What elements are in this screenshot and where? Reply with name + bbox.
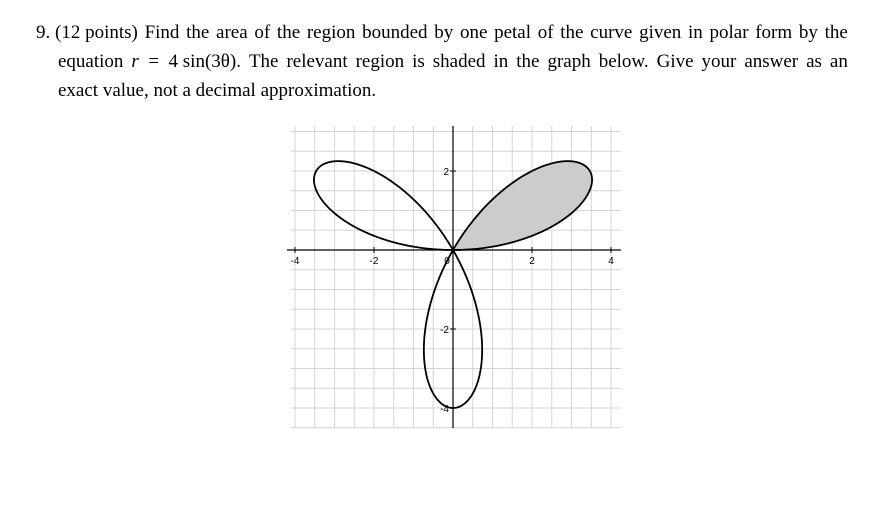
line2-word: in xyxy=(493,51,509,72)
line1-word: given xyxy=(639,22,682,43)
line2-word: is xyxy=(412,51,425,72)
equation-rhs: 4 sin(3θ). xyxy=(168,51,241,72)
polar-graph-svg xyxy=(283,123,625,433)
problem-line-2 xyxy=(36,47,848,76)
line1-word: the xyxy=(186,22,210,43)
line1-word: curve xyxy=(590,22,633,43)
problem-number-and-points xyxy=(36,18,138,47)
line2-word: as xyxy=(806,51,822,72)
equation-variable: r xyxy=(131,51,139,72)
line1-word: the xyxy=(824,22,848,43)
y-tick-label: 2 xyxy=(443,167,449,178)
line1-word: Find xyxy=(144,22,180,43)
line1-word: one xyxy=(459,22,488,43)
line1-word: bounded xyxy=(362,22,428,43)
line2-word: the xyxy=(516,51,540,72)
equation xyxy=(131,47,241,76)
line1-word: by xyxy=(798,22,818,43)
line2-word: answer xyxy=(744,51,799,72)
line2-lead: equation xyxy=(58,51,124,72)
line1-word: of xyxy=(537,22,554,43)
line1-word: the xyxy=(560,22,584,43)
line2-word: below. xyxy=(598,51,649,72)
x-tick-label: 4 xyxy=(608,256,614,267)
problem-text xyxy=(36,18,852,105)
line2-word: Give xyxy=(656,51,694,72)
line2-word: relevant xyxy=(286,51,348,72)
line2-word: your xyxy=(701,51,737,72)
line1-word: the xyxy=(276,22,301,43)
line1-word: polar xyxy=(709,22,749,43)
line1-word: petal xyxy=(494,22,532,43)
problem-points: (12 points) xyxy=(55,22,138,43)
equation-equals: = xyxy=(148,51,160,72)
line1-word: of xyxy=(254,22,271,43)
line1-word: by xyxy=(434,22,454,43)
x-tick-label: 0 xyxy=(444,256,450,267)
polar-graph xyxy=(283,123,625,433)
x-tick-label: 2 xyxy=(529,256,535,267)
problem-line-3: exact value, not a decimal approximation. xyxy=(58,80,377,101)
line2-word: an xyxy=(829,51,848,72)
line2-word: region xyxy=(355,51,405,72)
line1-word: region xyxy=(306,22,356,43)
y-tick-label: -2 xyxy=(440,325,449,336)
problem-line-1 xyxy=(36,18,848,47)
line1-word: form xyxy=(755,22,793,43)
line2-word: The xyxy=(248,51,279,72)
x-tick-label: -4 xyxy=(290,256,300,267)
line2-word: graph xyxy=(547,51,591,72)
line2-word: shaded xyxy=(432,51,486,72)
problem-number: 9. xyxy=(36,22,51,43)
line1-word: in xyxy=(688,22,703,43)
line1-word: area xyxy=(216,22,248,43)
y-tick-label: -4 xyxy=(440,404,449,415)
x-tick-label: -2 xyxy=(369,256,379,267)
